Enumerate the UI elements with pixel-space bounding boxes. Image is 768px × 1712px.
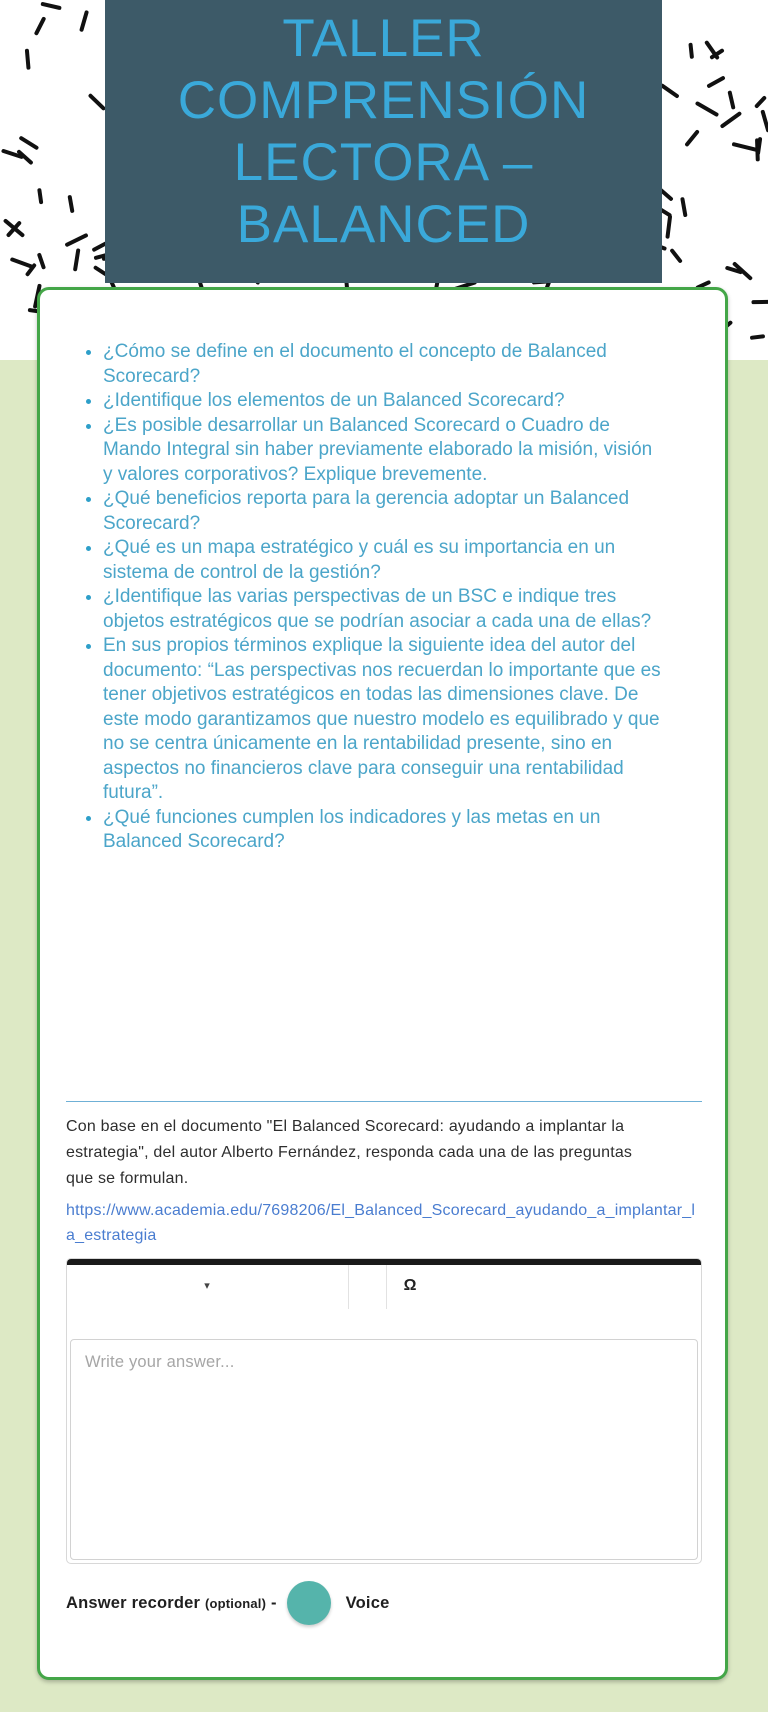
confetti-dash — [707, 75, 726, 88]
question-item: • En sus propios términos explique la siguiente idea del autor del documento: “Las perspectivas nos recuerdan lo importante que es tener objetivos estratégicos en todas las dimensiones clave. De este modo garantizamos que nuestro modelo es equilibrado y que no se centra únicamente en la rentabilidad presente, sino en aspectos no financieros clave para conseguir una rentabilidad futura”. — [103, 634, 666, 806]
confetti-dash — [750, 334, 766, 340]
page-title — [105, 0, 662, 256]
voice-record-button[interactable] — [287, 1581, 331, 1625]
voice-label: Voice — [345, 1593, 390, 1612]
confetti-dash — [681, 197, 688, 217]
confetti-dash — [665, 215, 672, 239]
confetti-dash — [41, 2, 62, 11]
question-item: • ¿Es posible desarrollar un Balanced Scorecard o Cuadro de Mando Integral sin haber previamente elaborado la misión, visión y valores corporativos? Explique brevemente. — [103, 414, 666, 488]
answer-recorder-row — [66, 1580, 389, 1626]
confetti-dash — [25, 48, 31, 70]
page-title-line: COMPRENSIÓN — [177, 71, 590, 130]
confetti-dash — [732, 142, 758, 152]
confetti-dash — [72, 248, 80, 272]
toolbar-separator — [386, 1265, 387, 1309]
answer-input[interactable] — [70, 1339, 698, 1560]
confetti-dash — [688, 42, 694, 59]
instructions-text: Con base en el documento "El Balanced Scorecard: ayudando a implantar la estrategia", del autor Alberto Fernández, responda cada una de las preguntas que se formulan. — [66, 1118, 633, 1187]
confetti-dash — [751, 300, 768, 304]
question-item: • ¿Qué es un mapa estratégico y cuál es su importancia en un sistema de control de la gestión? — [103, 536, 666, 585]
answer-recorder-label: Answer recorder (optional) - — [66, 1593, 277, 1612]
page-title-line: LECTORA – — [233, 133, 534, 192]
confetti-dash — [754, 96, 767, 110]
editor-toolbar — [67, 1265, 701, 1339]
confetti-dash — [33, 16, 46, 36]
worksheet-card — [37, 287, 728, 1680]
worksheet-banner — [105, 0, 662, 283]
toolbar-separator — [348, 1265, 349, 1309]
question-item: • ¿Cómo se define en el documento el concepto de Balanced Scorecard? — [103, 340, 666, 389]
question-item: • ¿Identifique las varias perspectivas de un BSC e indique tres objetos estratégicos que se podrían asociar a cada una de ellas? — [103, 585, 666, 634]
confetti-dash — [684, 129, 700, 147]
confetti-dash — [727, 91, 735, 110]
confetti-dash — [67, 194, 74, 212]
confetti-dash — [37, 252, 46, 269]
question-item: • ¿Identifique los elementos de un Balanced Scorecard? — [103, 389, 666, 414]
confetti-dash — [670, 248, 683, 263]
chevron-down-icon: ▾ — [204, 1279, 210, 1292]
confetti-dash — [694, 101, 718, 117]
section-divider — [66, 1101, 702, 1102]
answer-editor — [66, 1258, 702, 1564]
document-link[interactable]: https://www.academia.edu/7698206/El_Balanced_Scorecard_ayudando_a_implantar_la_estrategia — [66, 1202, 696, 1244]
confetti-dash — [19, 136, 40, 151]
format-dropdown[interactable] — [67, 1265, 347, 1307]
confetti-dash — [660, 83, 680, 99]
confetti-dash — [719, 111, 742, 129]
special-character-button[interactable]: Ω — [389, 1265, 431, 1307]
page-title-line: BALANCED — [236, 195, 531, 254]
confetti-dash — [37, 188, 43, 205]
confetti-dash — [79, 10, 89, 32]
confetti-dash — [761, 110, 768, 133]
question-list — [66, 340, 666, 855]
question-item: • ¿Qué beneficios reporta para la gerencia adoptar un Balanced Scorecard? — [103, 487, 666, 536]
question-item: • ¿Qué funciones cumplen los indicadores y las metas en un Balanced Scorecard? — [103, 806, 666, 855]
confetti-dash — [10, 258, 34, 270]
confetti-dash — [88, 93, 106, 111]
page-title-line: TALLER — [282, 9, 485, 68]
confetti-dash — [65, 233, 89, 248]
answer-placeholder: Write your answer... — [85, 1353, 235, 1371]
